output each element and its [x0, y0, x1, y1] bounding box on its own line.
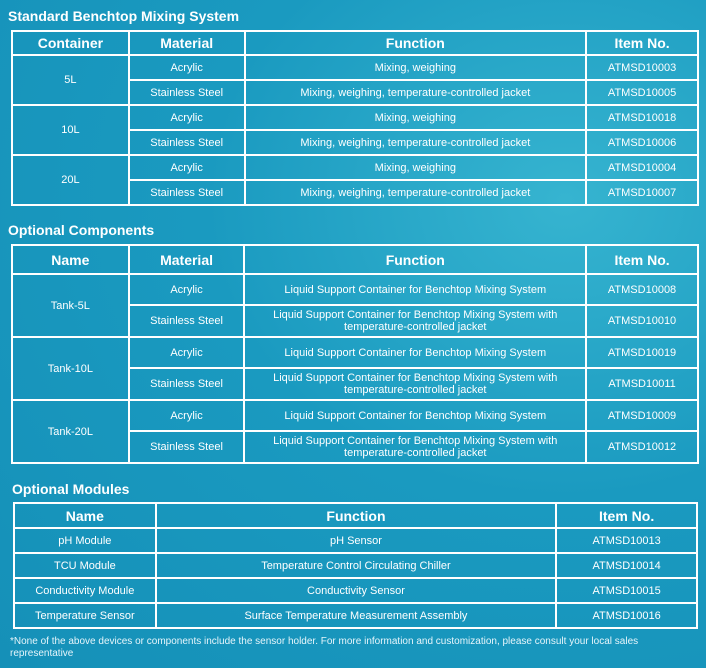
- header-container: Container: [12, 31, 129, 55]
- material-cell: Stainless Steel: [129, 130, 245, 155]
- material-cell: Acrylic: [129, 337, 245, 368]
- name-cell: Tank-20L: [12, 400, 129, 463]
- name-cell: Temperature Sensor: [14, 603, 156, 628]
- container-cell: 5L: [12, 55, 129, 105]
- header-function: Function: [156, 503, 557, 528]
- table-row: [14, 528, 697, 553]
- material-cell: Stainless Steel: [129, 180, 245, 205]
- table-row: [14, 603, 697, 628]
- item-no-cell: ATMSD10010: [586, 305, 698, 337]
- name-cell: Conductivity Module: [14, 578, 156, 603]
- table-row: [12, 55, 698, 80]
- table-row: [12, 105, 698, 130]
- table-row: [12, 400, 698, 431]
- function-cell: Liquid Support Container for Benchtop Mixing System with temperature-controlled jacket: [244, 431, 586, 463]
- section-title-modules: Optional Modules: [12, 481, 130, 497]
- footnote: *None of the above devices or components include the sensor holder. For more information and customization, please consult your local sales representative: [10, 636, 639, 659]
- header-material: Material: [129, 245, 245, 274]
- header-material: Material: [129, 31, 245, 55]
- item-no-cell: ATMSD10016: [556, 603, 697, 628]
- name-cell: pH Module: [14, 528, 156, 553]
- material-cell: Acrylic: [129, 55, 245, 80]
- function-cell: Temperature Control Circulating Chiller: [156, 553, 557, 578]
- item-no-cell: ATMSD10007: [586, 180, 698, 205]
- item-no-cell: ATMSD10005: [586, 80, 698, 105]
- table-row: [14, 578, 697, 603]
- material-cell: Stainless Steel: [129, 431, 245, 463]
- item-no-cell: ATMSD10008: [586, 274, 698, 305]
- name-cell: TCU Module: [14, 553, 156, 578]
- name-cell: Tank-5L: [12, 274, 129, 337]
- header-function: Function: [245, 31, 587, 55]
- header-item-no: Item No.: [556, 503, 697, 528]
- material-cell: Acrylic: [129, 105, 245, 130]
- item-no-cell: ATMSD10003: [586, 55, 698, 80]
- item-no-cell: ATMSD10006: [586, 130, 698, 155]
- function-cell: Mixing, weighing, temperature-controlled jacket: [245, 180, 587, 205]
- item-no-cell: ATMSD10015: [556, 578, 697, 603]
- function-cell: Mixing, weighing, temperature-controlled jacket: [245, 130, 587, 155]
- material-cell: Acrylic: [129, 400, 245, 431]
- item-no-cell: ATMSD10014: [556, 553, 697, 578]
- optional-modules-table: [13, 502, 698, 629]
- function-cell: Liquid Support Container for Benchtop Mixing System: [244, 400, 586, 431]
- function-cell: Mixing, weighing, temperature-controlled jacket: [245, 80, 587, 105]
- item-no-cell: ATMSD10012: [586, 431, 698, 463]
- header-item-no: Item No.: [586, 245, 698, 274]
- name-cell: Tank-10L: [12, 337, 129, 400]
- material-cell: Stainless Steel: [129, 80, 245, 105]
- table-row: [14, 553, 697, 578]
- item-no-cell: ATMSD10013: [556, 528, 697, 553]
- item-no-cell: ATMSD10009: [586, 400, 698, 431]
- function-cell: Liquid Support Container for Benchtop Mixing System: [244, 337, 586, 368]
- function-cell: Surface Temperature Measurement Assembly: [156, 603, 557, 628]
- item-no-cell: ATMSD10011: [586, 368, 698, 400]
- header-function: Function: [244, 245, 586, 274]
- table-row: [12, 274, 698, 305]
- table-row: [12, 155, 698, 180]
- header-item-no: Item No.: [586, 31, 698, 55]
- optional-components-table: [11, 244, 699, 464]
- container-cell: 20L: [12, 155, 129, 205]
- container-cell: 10L: [12, 105, 129, 155]
- function-cell: Conductivity Sensor: [156, 578, 557, 603]
- item-no-cell: ATMSD10004: [586, 155, 698, 180]
- item-no-cell: ATMSD10019: [586, 337, 698, 368]
- function-cell: Mixing, weighing: [245, 55, 587, 80]
- function-cell: Mixing, weighing: [245, 155, 587, 180]
- function-cell: Liquid Support Container for Benchtop Mixing System: [244, 274, 586, 305]
- function-cell: pH Sensor: [156, 528, 557, 553]
- section-title-components: Optional Components: [8, 222, 155, 238]
- standard-system-table: [11, 30, 699, 206]
- table-row: [12, 337, 698, 368]
- section-title-standard: Standard Benchtop Mixing System: [8, 8, 240, 24]
- header-name: Name: [12, 245, 129, 274]
- material-cell: Acrylic: [129, 274, 245, 305]
- header-name: Name: [14, 503, 156, 528]
- material-cell: Acrylic: [129, 155, 245, 180]
- function-cell: Mixing, weighing: [245, 105, 587, 130]
- item-no-cell: ATMSD10018: [586, 105, 698, 130]
- material-cell: Stainless Steel: [129, 305, 245, 337]
- material-cell: Stainless Steel: [129, 368, 245, 400]
- function-cell: Liquid Support Container for Benchtop Mixing System with temperature-controlled jacket: [244, 368, 586, 400]
- function-cell: Liquid Support Container for Benchtop Mixing System with temperature-controlled jacket: [244, 305, 586, 337]
